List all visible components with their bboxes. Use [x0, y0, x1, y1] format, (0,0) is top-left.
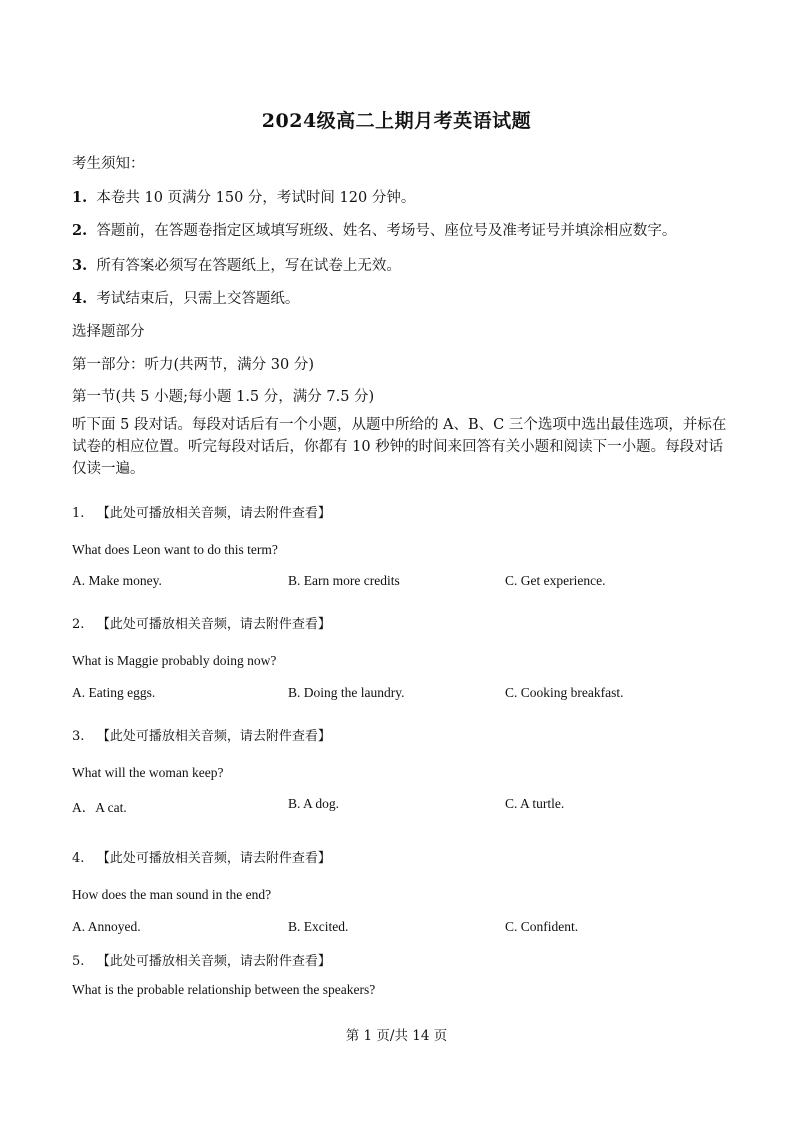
question-1-option-b: B. Earn more credits	[288, 573, 400, 588]
question-number: 5.	[72, 954, 85, 969]
question-number: 4.	[72, 851, 85, 866]
question-2-option-c: C. Cooking breakfast.	[505, 685, 624, 700]
question-4-option-c: C. Confident.	[505, 919, 579, 934]
part1-heading: 第一部分：听力(共两节，满分 30 分)	[72, 357, 314, 373]
question-number: 1.	[72, 506, 85, 521]
question-2-option-b: B. Doing the laundry.	[288, 685, 405, 700]
audio-note: 【此处可播放相关音频，请去附件查看】	[96, 729, 331, 744]
listening-instructions: 听下面 5 段对话。每段对话后有一个小题，从题中所给的 A、B、C 三个选项中选出最佳选项，并标在试卷的相应位置。听完每段对话后，你都有 10 秒钟的时间来回答有关小题和阅读下一小题。每段对话仅读一遍。	[72, 417, 727, 477]
notice-item-number: 1.	[72, 189, 88, 206]
notice-item-text: 考试结束后，只需上交答题纸。	[96, 291, 300, 307]
question-4-audio[interactable]	[72, 847, 331, 866]
audio-note: 【此处可播放相关音频，请去附件查看】	[96, 506, 331, 521]
notice-item-1	[72, 186, 415, 207]
question-2-text: What is Maggie probably doing now?	[72, 653, 277, 668]
notice-item-number: 4.	[72, 290, 88, 307]
page-title: 2024级高二上期月考英语试题	[261, 110, 532, 132]
question-3-text: What will the woman keep?	[72, 765, 224, 780]
audio-note: 【此处可播放相关音频，请去附件查看】	[96, 617, 331, 632]
question-2-audio[interactable]	[72, 613, 331, 632]
question-1-audio[interactable]	[72, 502, 331, 521]
question-number: 2.	[72, 617, 85, 632]
question-4-option-b: B. Excited.	[288, 919, 349, 934]
question-4-option-a: A. Annoyed.	[72, 919, 141, 934]
notice-heading: 考生须知：	[72, 156, 145, 172]
question-3-option-b: B. A dog.	[288, 796, 340, 811]
audio-note: 【此处可播放相关音频，请去附件查看】	[96, 851, 331, 866]
question-1-option-a: A. Make money.	[72, 573, 162, 588]
question-5-text: What is the probable relationship between the speakers?	[72, 982, 376, 997]
notice-item-3	[72, 254, 401, 275]
notice-item-text: 本卷共 10 页满分 150 分，考试时间 120 分钟。	[96, 190, 416, 206]
page-footer: 第 1 页/共 14 页	[345, 1028, 448, 1044]
question-number: 3.	[72, 729, 85, 744]
audio-note: 【此处可播放相关音频，请去附件查看】	[96, 954, 331, 969]
question-2-option-a: A. Eating eggs.	[72, 685, 156, 700]
question-1-text: What does Leon want to do this term?	[72, 542, 278, 557]
question-4-text: How does the man sound in the end?	[72, 887, 272, 902]
question-3-option-a: A．A cat.	[72, 800, 127, 815]
question-3-option-c: C. A turtle.	[505, 796, 565, 811]
question-3-audio[interactable]	[72, 725, 331, 744]
question-5-audio[interactable]	[72, 950, 331, 969]
notice-item-2	[72, 219, 676, 240]
notice-item-number: 3.	[72, 257, 88, 274]
notice-item-number: 2.	[72, 222, 88, 239]
notice-item-4	[72, 287, 299, 308]
notice-item-text: 答题前，在答题卷指定区域填写班级、姓名、考场号、座位号及准考证号并填涂相应数字。	[96, 223, 677, 239]
notice-item-text: 所有答案必须写在答题纸上，写在试卷上无效。	[96, 258, 401, 274]
question-1-option-c: C. Get experience.	[505, 573, 606, 588]
choice-section-heading: 选择题部分	[72, 324, 145, 340]
section1-heading: 第一节(共 5 小题;每小题 1.5 分，满分 7.5 分)	[72, 389, 375, 405]
